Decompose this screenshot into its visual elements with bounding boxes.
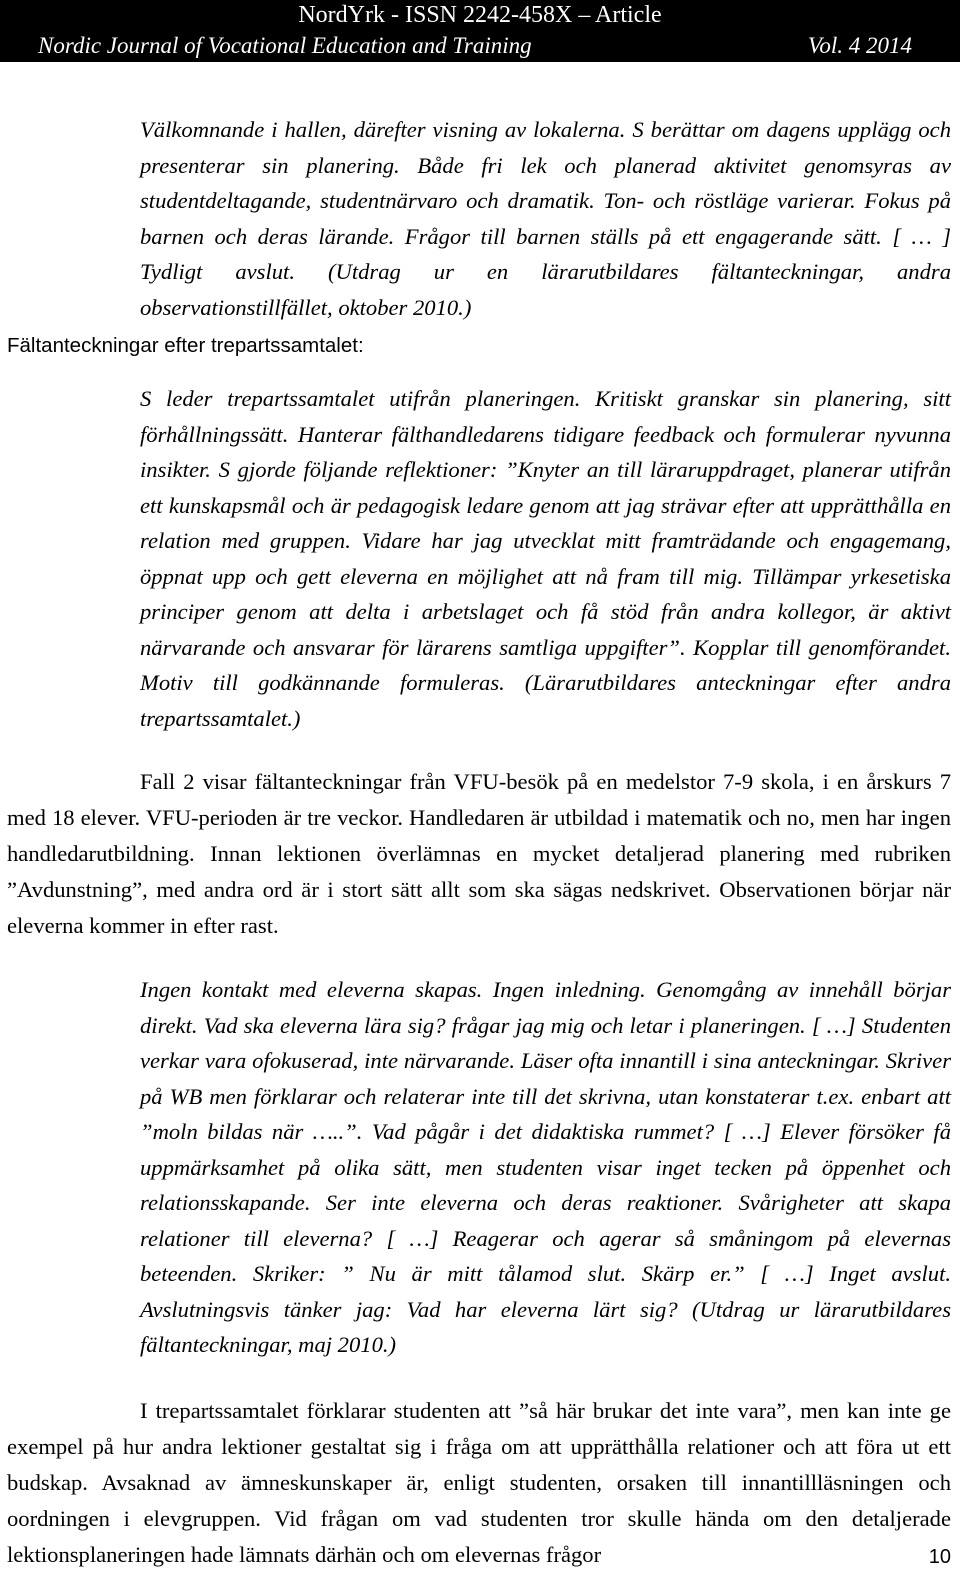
journal-header bbox=[0, 0, 960, 62]
page-number: 10 bbox=[928, 1546, 951, 1568]
journal-name: Nordic Journal of Vocational Education and Training bbox=[38, 33, 532, 58]
fieldnote-quote-2-text: S leder trepartssamtalet utifrån planeringen. Kritiskt granskar sin planering, sitt förhållningssätt. Hanterar fälthandledarens tidigare feedback och formulerar nyvunna insikter. S gjorde följande reflektioner: ”Knyter an till läraruppdraget, planerar utifrån ett kunskapsmål och är pedagogisk ledare genom att jag strävar efter att upprätthålla en relation med gruppen. Vidare har jag utvecklat mitt framträdande och engagemang, öppnat upp och gett eleverna en möjlighet att nå fram till mig. Tillämpar yrkesetiska principer genom att delta i arbetslaget och få stöd från andra kollegor, är aktivt närvarande och ansvarar för lärarens samtliga uppgifter”. Kopplar till genomförandet. Motiv till godkännande formuleras. (Lärarutbildares anteckningar efter andra trepartssamtalet.) bbox=[140, 386, 951, 731]
fieldnote-quote-3 bbox=[140, 972, 951, 1363]
body-paragraph-tripartite: I trepartssamtalet förklarar studenten att ”så här brukar det inte vara”, men kan inte ge exempel på hur andra lektioner gestaltat sig i fråga om att upprätthålla relationer och att föra ut ett budskap. Avsaknad av ämneskunskaper är, enligt studenten, orsaken till innantillläsningen och oordningen i elevgruppen. Vid frågan om vad studenten tror skulle hända om den detaljerade lektionsplaneringen hade lämnats därhän och om elevernas frågor bbox=[7, 1397, 951, 1567]
body-paragraph-case-2: Fall 2 visar fältanteckningar från VFU-besök på en medelstor 7-9 skola, i en årskurs 7 med 18 elever. VFU-perioden är tre veckor. Handledaren är utbildad i matematik och no, men har ingen handledarutbildning. Innan lektionen överlämnas en mycket detaljerad planering med rubriken ”Avdunstning”, med andra ord är i stort sätt allt som ska sägas nedskrivet. Observationen börjar när eleverna kommer in efter rast. bbox=[7, 769, 951, 938]
journal-subheader bbox=[38, 31, 912, 61]
fieldnote-quote-1-text: Välkomnande i hallen, därefter visning av lokalerna. S berättar om dagens upplägg och presenterar sin planering. Både fri lek och planerad aktivitet genomsyras av studentdeltagande, studentnärvaro och dramatik. Ton- och röstläge varierar. Fokus på barnen och deras lärande. Frågor till barnen ställs på ett engagerande sätt. [ … ] Tydligt avslut. (Utdrag ur en lärarutbildares fältanteckningar, andra observationstillfället, oktober 2010.) bbox=[140, 117, 951, 320]
journal-issn-title: NordYrk - ISSN 2242-458X – Article bbox=[298, 2, 662, 28]
article-body bbox=[7, 112, 951, 1573]
fieldnote-quote-3-text: Ingen kontakt med eleverna skapas. Ingen inledning. Genomgång av innehåll börjar direkt. Vad ska eleverna lära sig? frågar jag mig och letar i planeringen. [ …] Studenten verkar vara ofokuserad, inte närvarande. Läser ofta innantill i sina anteckningar. Skriver på WB men förklarar och relaterar inte till det skrivna, utan konstaterar t.ex. enbart att ”moln bildas när …..”. Vad pågår i det didaktiska rummet? [ …] Elever försöker få uppmärksamhet på olika sätt, men studenten visar inget tecken på öppenhet och relationsskapande. Ser inte eleverna och deras reaktioner. Svårigheter att skapa relationer till eleverna? [ …] Reagerar och agerar så småningom på elevernas beteenden. Skriker: ” Nu är mitt tålamod slut. Skärp er.” [ …] Inget avslut. Avslutningsvis tänker jag: Vad har eleverna lärt sig? (Utdrag ur lärarutbildares fältanteckningar, maj 2010.) bbox=[140, 977, 951, 1357]
fieldnote-quote-1 bbox=[140, 112, 951, 325]
fieldnote-quote-2 bbox=[140, 381, 951, 736]
fieldnotes-label: Fältanteckningar efter trepartssamtalet: bbox=[7, 334, 364, 357]
journal-volume: Vol. 4 2014 bbox=[807, 33, 912, 58]
